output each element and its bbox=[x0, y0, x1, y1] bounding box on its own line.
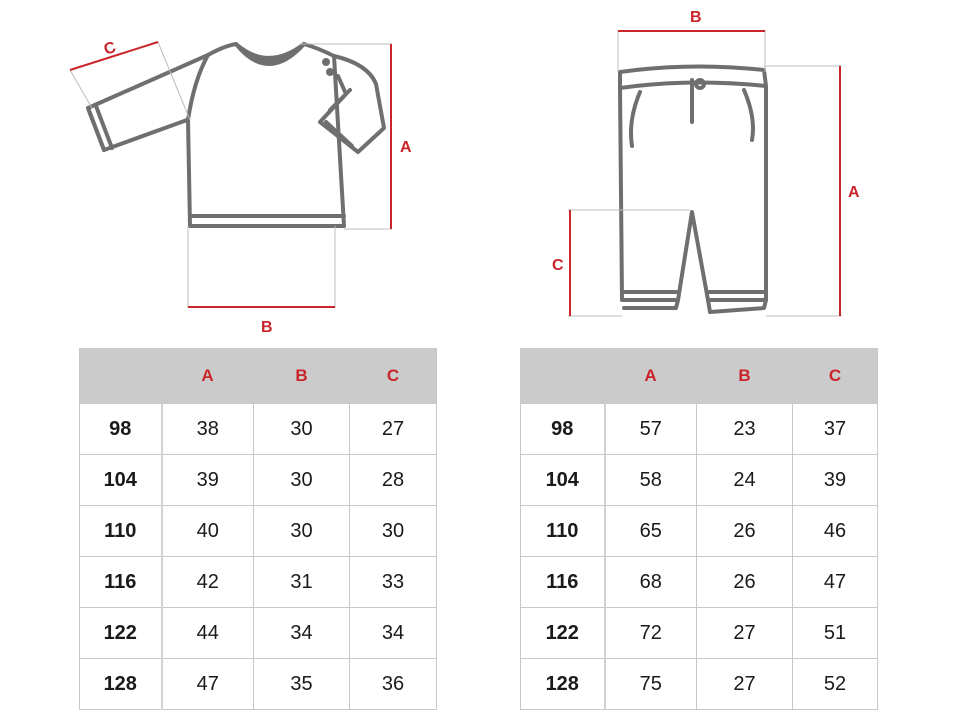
table-row bbox=[80, 659, 437, 710]
size-cell: 116 bbox=[80, 557, 162, 608]
table-cell: 30 bbox=[254, 506, 350, 557]
table-row bbox=[521, 557, 878, 608]
table-header-cell: B bbox=[254, 349, 350, 404]
pants-label-c: C bbox=[552, 257, 564, 274]
table-cell: 51 bbox=[793, 608, 878, 659]
pants-label-a: A bbox=[848, 184, 860, 201]
table-header-cell bbox=[521, 349, 605, 404]
table-cell: 75 bbox=[605, 659, 697, 710]
size-cell: 110 bbox=[521, 506, 605, 557]
table-cell: 30 bbox=[254, 404, 350, 455]
table-cell: 26 bbox=[697, 506, 793, 557]
table-cell: 27 bbox=[697, 659, 793, 710]
table-cell: 31 bbox=[254, 557, 350, 608]
table-cell: 47 bbox=[162, 659, 254, 710]
table-header-cell: C bbox=[793, 349, 878, 404]
size-cell: 116 bbox=[521, 557, 605, 608]
table-cell: 72 bbox=[605, 608, 697, 659]
table-cell: 34 bbox=[350, 608, 437, 659]
table-header-cell: B bbox=[697, 349, 793, 404]
table-row bbox=[521, 404, 878, 455]
table-cell: 30 bbox=[254, 455, 350, 506]
table-row bbox=[521, 506, 878, 557]
garment-diagrams bbox=[0, 0, 960, 340]
table-cell: 47 bbox=[793, 557, 878, 608]
table-row bbox=[521, 659, 878, 710]
shirt-size-table bbox=[79, 348, 437, 710]
shirt-body bbox=[188, 44, 344, 226]
size-cell: 104 bbox=[521, 455, 605, 506]
shirt-drawing bbox=[88, 44, 384, 226]
table-cell: 33 bbox=[350, 557, 437, 608]
shirt-label-c: C bbox=[101, 38, 119, 59]
size-cell: 98 bbox=[521, 404, 605, 455]
shirt-guides bbox=[70, 42, 392, 308]
size-cell: 122 bbox=[521, 608, 605, 659]
table-cell: 44 bbox=[162, 608, 254, 659]
table-cell: 37 bbox=[793, 404, 878, 455]
table-header-row bbox=[521, 349, 878, 404]
table-cell: 35 bbox=[254, 659, 350, 710]
table-row bbox=[80, 506, 437, 557]
table-cell: 36 bbox=[350, 659, 437, 710]
pants-drawing bbox=[620, 66, 766, 312]
pants-label-b: B bbox=[690, 9, 702, 26]
table-cell: 42 bbox=[162, 557, 254, 608]
table-header-row bbox=[80, 349, 437, 404]
shirt-left-cuff bbox=[88, 108, 104, 150]
table-cell: 34 bbox=[254, 608, 350, 659]
table-header-cell: A bbox=[162, 349, 254, 404]
table-cell: 26 bbox=[697, 557, 793, 608]
size-cell: 104 bbox=[80, 455, 162, 506]
table-row bbox=[80, 608, 437, 659]
table-row bbox=[80, 557, 437, 608]
table-cell: 58 bbox=[605, 455, 697, 506]
table-row bbox=[80, 455, 437, 506]
table-cell: 46 bbox=[793, 506, 878, 557]
table-cell: 23 bbox=[697, 404, 793, 455]
table-cell: 68 bbox=[605, 557, 697, 608]
table-row bbox=[521, 608, 878, 659]
table-cell: 39 bbox=[793, 455, 878, 506]
table-cell: 38 bbox=[162, 404, 254, 455]
table-cell: 30 bbox=[350, 506, 437, 557]
size-cell: 98 bbox=[80, 404, 162, 455]
table-cell: 28 bbox=[350, 455, 437, 506]
size-cell: 110 bbox=[80, 506, 162, 557]
size-cell: 128 bbox=[80, 659, 162, 710]
table-row bbox=[80, 404, 437, 455]
table-cell: 24 bbox=[697, 455, 793, 506]
table-cell: 40 bbox=[162, 506, 254, 557]
pants-size-table bbox=[520, 348, 878, 710]
size-cell: 122 bbox=[80, 608, 162, 659]
table-header-cell: C bbox=[350, 349, 437, 404]
table-cell: 39 bbox=[162, 455, 254, 506]
table-header-cell bbox=[80, 349, 162, 404]
table-cell: 27 bbox=[350, 404, 437, 455]
table-cell: 57 bbox=[605, 404, 697, 455]
table-header-cell: A bbox=[605, 349, 697, 404]
size-cell: 128 bbox=[521, 659, 605, 710]
shirt-label-b: B bbox=[261, 319, 273, 336]
table-cell: 65 bbox=[605, 506, 697, 557]
table-cell: 52 bbox=[793, 659, 878, 710]
table-row bbox=[521, 455, 878, 506]
table-cell: 27 bbox=[697, 608, 793, 659]
shirt-label-a: A bbox=[400, 139, 412, 156]
